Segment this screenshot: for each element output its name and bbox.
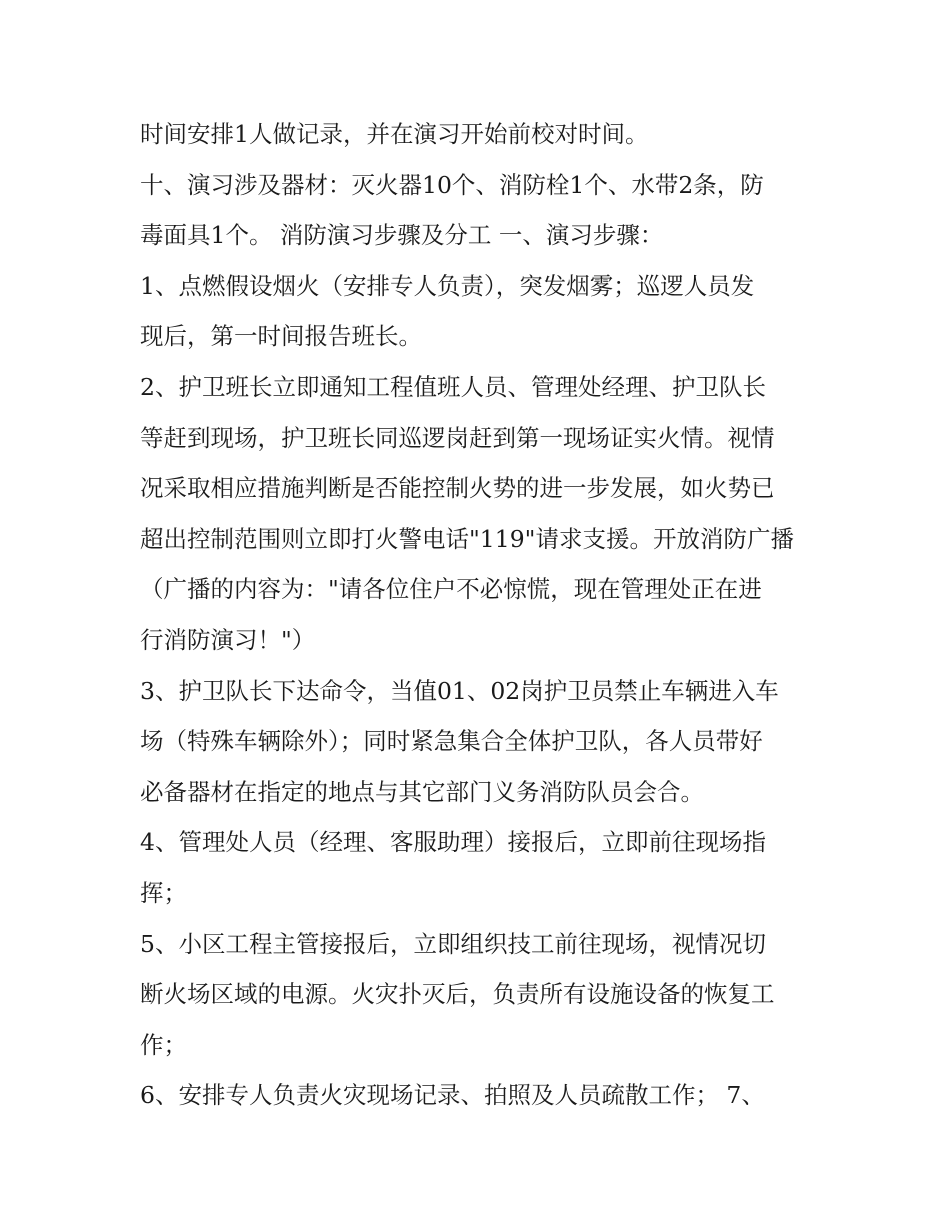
text-line: 场（特殊车辆除外）；同时紧急集合全体护卫队，各人员带好	[140, 727, 763, 756]
text-line: 超出控制范围则立即打火警电话"119"请求支援。开放消防广播	[140, 524, 794, 553]
text-line: 作；	[140, 1030, 187, 1059]
text-line: 挥；	[140, 878, 187, 907]
text-line: 断火场区域的电源。火灾扑灭后，负责所有设施设备的恢复工	[140, 980, 775, 1009]
text-line: （广播的内容为："请各位住户不必惊慌，现在管理处正在进	[140, 575, 762, 604]
text-line: 1、点燃假设烟火（安排专人负责），突发烟雾；巡逻人员发	[140, 271, 755, 300]
text-line: 3、护卫队长下达命令，当值01、02岗护卫员禁止车辆进入车	[140, 676, 779, 705]
text-line: 等赶到现场，护卫班长同巡逻岗赶到第一现场证实火情。视情	[140, 423, 775, 452]
text-line: 现后，第一时间报告班长。	[140, 322, 422, 351]
text-line: 必备器材在指定的地点与其它部门义务消防队员会合。	[140, 777, 704, 806]
text-line: 况采取相应措施判断是否能控制火势的进一步发展，如火势已	[140, 474, 775, 503]
text-line: 行消防演习！"）	[140, 625, 316, 654]
text-line: 时间安排1人做记录，并在演习开始前校对时间。	[140, 120, 649, 148]
text-line: 2、护卫班长立即通知工程值班人员、管理处经理、护卫队长	[140, 372, 766, 401]
document-body	[140, 109, 812, 1121]
text-line: 毒面具1个。 消防演习步骤及分工 一、演习步骤：	[140, 221, 664, 250]
text-line: 十、演习涉及器材：灭火器10个、消防栓1个、水带2条，防	[140, 170, 764, 199]
text-line: 4、管理处人员（经理、客服助理）接报后，立即前往现场指	[140, 828, 766, 857]
text-line: 6、安排专人负责火灾现场记录、拍照及人员疏散工作； 7、	[140, 1081, 765, 1110]
text-line: 5、小区工程主管接报后，立即组织技工前往现场，视情况切	[140, 929, 766, 958]
